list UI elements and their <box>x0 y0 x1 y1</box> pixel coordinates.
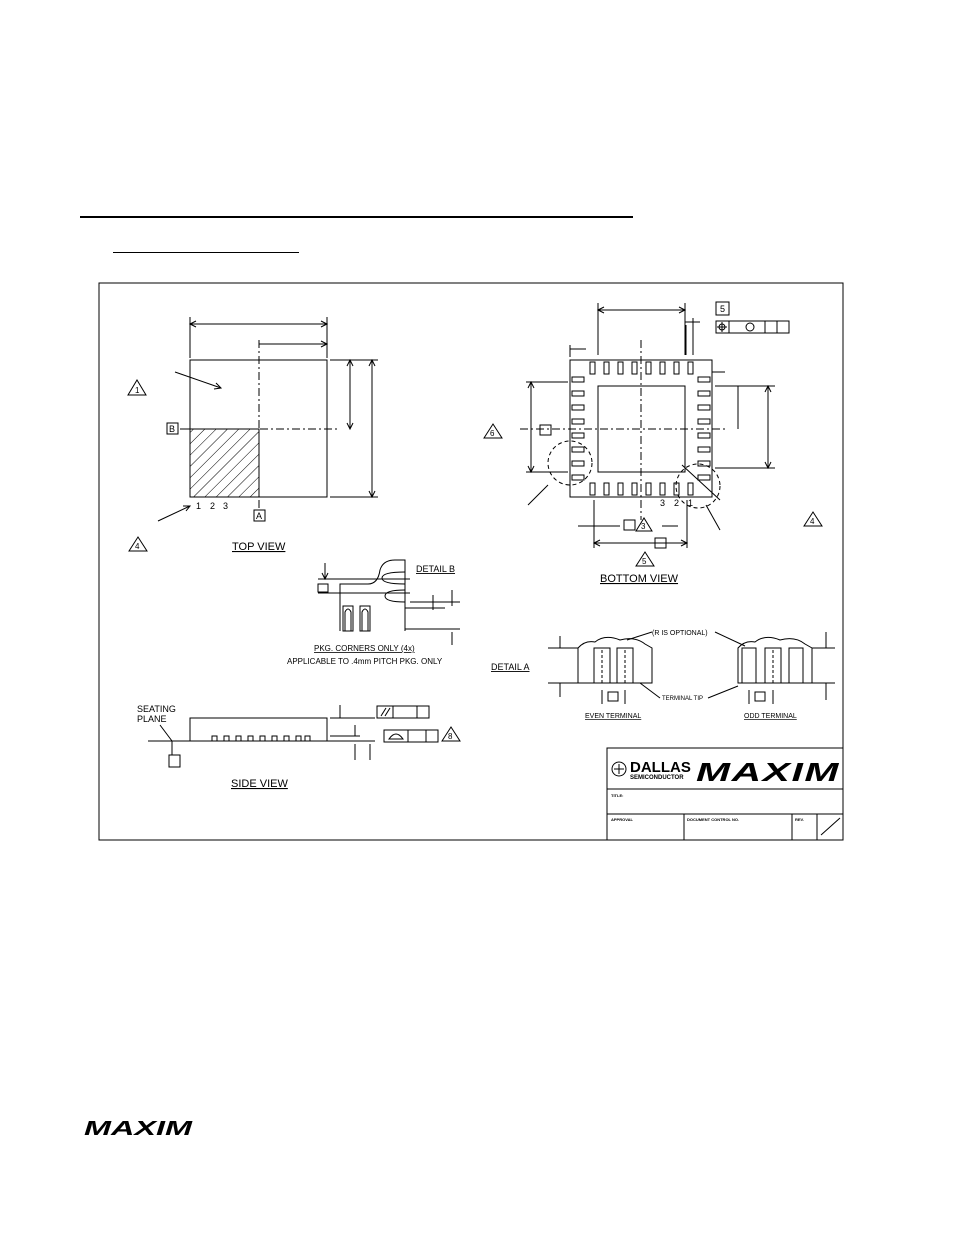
approval-label: APPROVAL <box>611 817 633 822</box>
top-pin-1: 1 <box>196 501 202 511</box>
seating-label-2: PLANE <box>137 714 167 724</box>
datum-b-label: B <box>169 424 176 434</box>
side-view-body <box>190 718 327 741</box>
note-8-label: 8 <box>448 732 453 741</box>
top-pin-2: 2 <box>210 501 216 511</box>
odd-terminal-label: ODD TERMINAL <box>744 713 797 720</box>
r-optional-note: (R IS OPTIONAL) <box>652 630 708 637</box>
dallas-wordmark: DALLAS <box>630 759 691 776</box>
title-label: TITLE: <box>611 793 624 798</box>
bottom-note-4-label: 4 <box>810 517 815 526</box>
bottom-view <box>484 302 822 566</box>
note-bottom-5-label: 5 <box>642 557 647 566</box>
bottom-pin-1: 1 <box>688 498 694 508</box>
even-terminal-label: EVEN TERMINAL <box>585 713 642 720</box>
side-view <box>148 705 460 767</box>
detail-b-title: DETAIL B <box>416 564 456 574</box>
footer-logo-text: MAXIM <box>84 1118 194 1138</box>
terminal-tip-label: TERMINAL TIP <box>662 696 704 702</box>
detail-a <box>548 632 835 704</box>
top-view <box>128 317 378 551</box>
parallelism-frame <box>377 706 429 718</box>
datum-a-label: A <box>256 511 263 521</box>
top-view-title: TOP VIEW <box>232 541 286 553</box>
side-view-title: SIDE VIEW <box>231 778 288 790</box>
detail-b-note-corners: PKG. CORNERS ONLY (4x) <box>314 644 415 653</box>
note-3-label: 3 <box>641 522 646 531</box>
bottom-pin-3: 3 <box>660 498 666 508</box>
note-1-label: 1 <box>135 386 140 395</box>
footer-maxim-logo <box>84 1118 194 1138</box>
rev-label: REV. <box>795 817 804 822</box>
top-note-4-label: 4 <box>135 542 140 551</box>
bottom-pin-2: 2 <box>674 498 680 508</box>
seating-label-1: SEATING <box>137 704 176 714</box>
top-pin-3: 3 <box>223 501 229 511</box>
odd-terminal-body <box>738 637 812 683</box>
even-terminal-body <box>578 637 652 683</box>
detail-b-callout-circle <box>676 464 720 508</box>
detail-a-title: DETAIL A <box>491 662 530 672</box>
note-6-label: 6 <box>490 429 495 438</box>
note-5-label: 5 <box>720 304 726 314</box>
semiconductor-wordmark: SEMICONDUCTOR <box>630 775 684 781</box>
bottom-view-title: BOTTOM VIEW <box>600 573 679 585</box>
document-control-label: DOCUMENT CONTROL NO. <box>687 817 740 822</box>
detail-b-note-pitch: APPLICABLE TO .4mm PITCH PKG. ONLY <box>287 657 443 666</box>
top-view-hatched-quadrant <box>190 429 259 497</box>
title-block-maxim-logo: MAXIM <box>696 757 841 787</box>
